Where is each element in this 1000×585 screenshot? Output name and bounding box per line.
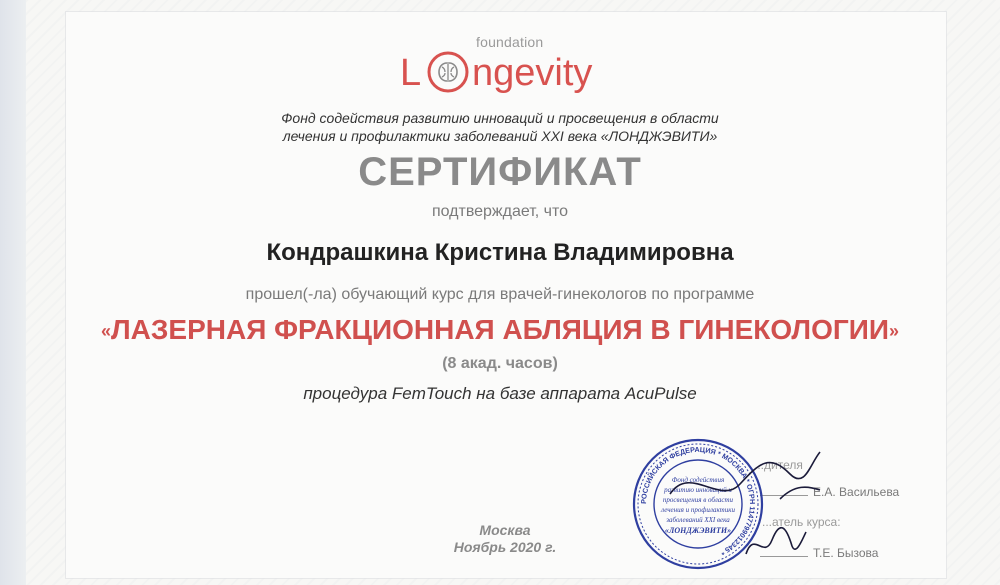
program-close-quote: » xyxy=(888,321,899,341)
stamp-line-2: развитию инноваций и xyxy=(664,486,732,494)
signature-scribble-2 xyxy=(740,520,810,564)
logo-wordmark: ngevity xyxy=(472,52,593,94)
issue-city: Москва xyxy=(479,522,531,538)
logo-foundation-text: foundation xyxy=(476,34,544,50)
signer-1-role: ...дителя xyxy=(754,458,803,472)
signature-scribble-1 xyxy=(660,444,830,514)
completion-text: прошел(-ла) обучающий курс для врачей-гинекологов по программе xyxy=(245,286,755,303)
stamp-line-6: «ЛОНДЖЭВИТИ» xyxy=(664,526,732,535)
issue-date: Ноябрь 2020 г. xyxy=(453,539,557,555)
stamp-ring-text: РОССИЙСКАЯ ФЕДЕРАЦИЯ * МОСКВА * ОГРН 1147799012345 * xyxy=(638,444,758,558)
stamp-line-5: заболеваний XXI века xyxy=(666,516,730,524)
certificate-title: СЕРТИФИКАТ xyxy=(358,150,642,194)
procedure-text: процедура FemTouch на базе аппарата AcuPulse xyxy=(303,384,697,403)
signer-2-name: Т.Е. Бызова xyxy=(813,546,879,560)
issuer-name xyxy=(0,109,1000,145)
longevity-logo xyxy=(374,28,614,94)
brain-icon xyxy=(426,50,470,94)
stamp-line-3: просвещения в области xyxy=(662,496,734,504)
program-title xyxy=(0,314,1000,346)
issuer-line-2: лечения и профилактики заболеваний XXI века «ЛОНДЖЭВИТИ» xyxy=(282,128,718,144)
program-open-quote: « xyxy=(100,321,111,341)
stamp-line-4: лечения и профилактики xyxy=(660,506,736,514)
signer-2-role: ...атель курса: xyxy=(762,515,841,529)
signer-1-name: Е.А. Васильева xyxy=(813,485,900,499)
confirms-text: подтверждает, что xyxy=(431,203,569,220)
course-hours: (8 акад. часов) xyxy=(442,355,558,372)
issuer-line-1: Фонд содействия развитию инноваций и просвещения в области xyxy=(281,110,719,126)
recipient-name: Кондрашкина Кристина Владимировна xyxy=(266,239,734,266)
stamp-line-1: Фонд содействия xyxy=(671,476,725,484)
program-name: ЛАЗЕРНАЯ ФРАКЦИОННАЯ АБЛЯЦИЯ В ГИНЕКОЛОГИИ xyxy=(111,314,889,345)
logo-letter-l: L xyxy=(400,52,422,94)
issue-place-date xyxy=(440,522,570,556)
